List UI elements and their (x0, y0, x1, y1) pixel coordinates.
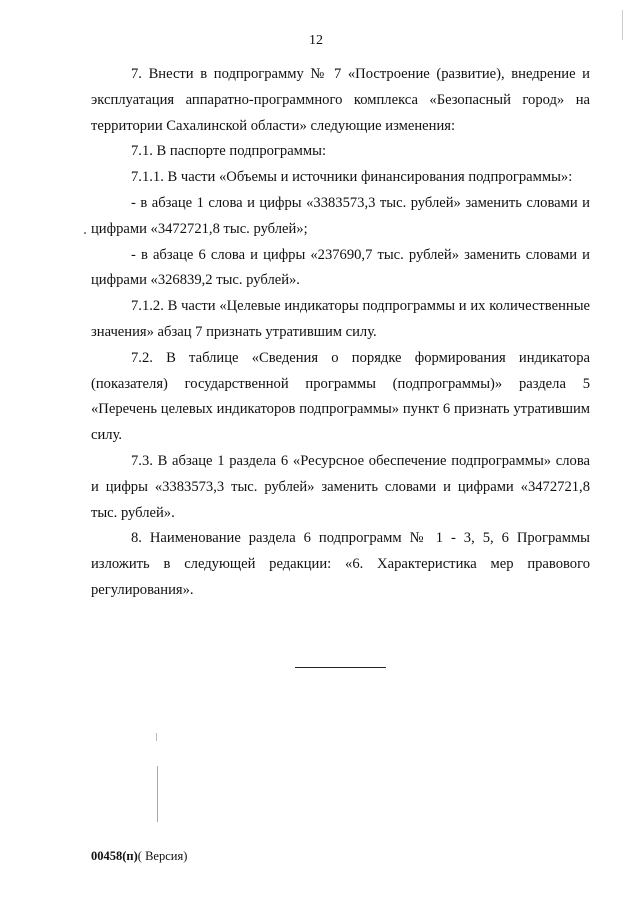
footer-code: 00458(п) (91, 849, 138, 863)
scan-speck (84, 232, 86, 234)
paragraph-item-7-3: 7.3. В абзаце 1 раздела 6 «Ресурсное обеспечение подпрограммы» слова и цифры «3383573,3 тыс. рублей» заменить словами и цифрами «3472721,8 тыс. рублей». (91, 452, 590, 521)
paragraph-item-7-1-2: 7.1.2. В части «Целевые индикаторы подпрограммы и их количественные значения» абзац 7 признать утратившим силу. (91, 298, 590, 340)
footer-version: ( Версия) (137, 849, 188, 863)
document-footer (91, 849, 187, 864)
paragraph-item-7: 7. Внести в подпрограмму № 7 «Построение (развитие), внедрение и эксплуатация аппаратно-программного комплекса «Безопасный город» на территории Сахалинской области» следующие изменения: (91, 66, 590, 134)
scan-speck (157, 766, 158, 822)
scan-speck (156, 733, 157, 741)
scan-speck (622, 10, 623, 40)
page-number: 12 (309, 33, 323, 48)
paragraph-item-7-1: 7.1. В паспорте подпрограммы: (131, 143, 327, 160)
paragraph-item-7-1-1: 7.1.1. В части «Объемы и источники финансирования подпрограммы»: (131, 169, 573, 186)
paragraph-abzac-1: - в абзаце 1 слова и цифры «3383573,3 тыс. рублей» заменить словами и цифрами «3472721,8 тыс. рублей»; (91, 194, 590, 237)
separator-line (295, 667, 386, 668)
paragraph-abzac-6: - в абзаце 6 слова и цифры «237690,7 тыс. рублей» заменить словами и цифрами «326839,2 тыс. рублей». (91, 246, 590, 289)
paragraph-item-8: 8. Наименование раздела 6 подпрограмм № 1 - 3, 5, 6 Программы изложить в следующей редакции: «6. Характеристика мер правового регулирования». (91, 530, 590, 598)
paragraph-item-7-2: 7.2. В таблице «Сведения о порядке формирования индикатора (показателя) государственной программы (подпрограммы)» раздела 5 «Перечень целевых индикаторов подпрограммы» пункт 6 признать утратившим силу. (91, 349, 590, 444)
document-body (91, 62, 590, 604)
